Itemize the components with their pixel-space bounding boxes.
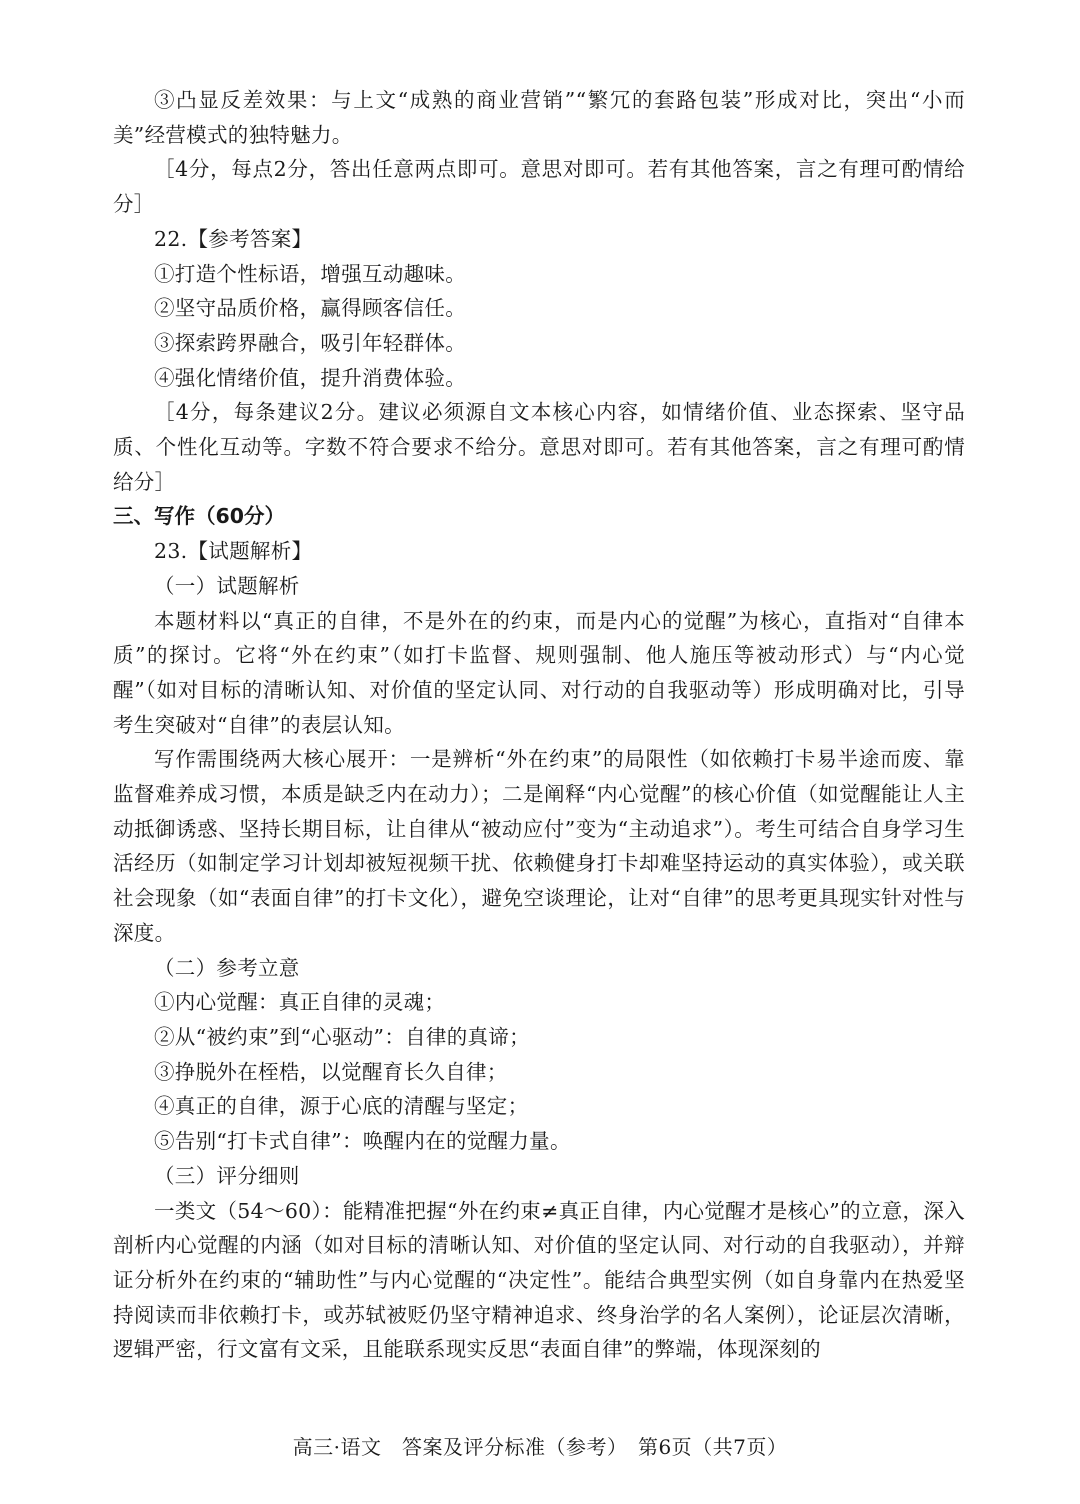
reference-idea-2: ②从“被约束”到“心驱动”：自律的真谛； [154, 1024, 530, 1049]
subheading-scoring-rules: （三）评分细则 [154, 1163, 300, 1188]
reference-idea-1: ①内心觉醒：真正自律的灵魂； [154, 990, 446, 1015]
reference-idea-3: ③挣脱外在桎梏，以觉醒育长久自律； [154, 1059, 508, 1084]
scoring-rule-class-1: 一类文（54～60）：能精准把握“外在约束≠真正自律，内心觉醒才是核心”的立意，深入剖析内心觉醒的内涵（如对目标的清晰认知、对价值的坚定认同、对行动的自我驱动），并辩证分析外在约束的“辅助性”与内心觉醒的“决定性”。能结合典型实例（如自身靠内在热爱坚持阅读而非依赖打卡，或苏轼被贬仍坚守精神追求、终身治学的名人案例），论证层次清晰，逻辑严密，行文富有文采，且能联系现实反思“表面自律”的弊端，体现深刻的 [113, 1198, 965, 1362]
answer-22-item-4: ④强化情绪价值，提升消费体验。 [154, 365, 466, 390]
answer-21-point-3: ③凸显反差效果：与上文“成熟的商业营销”“繁冗的套路包装”形成对比，突出“小而美”经营模式的独特魅力。 [113, 88, 965, 147]
answer-21-scoring: ［4分，每点2分，答出任意两点即可。意思对即可。若有其他答案，言之有理可酌情给分］ [113, 157, 965, 217]
answer-content [113, 83, 965, 1367]
subheading-analysis: （一）试题解析 [154, 573, 300, 598]
analysis-paragraph-2: 写作需围绕两大核心展开：一是辨析“外在约束”的局限性（如依赖打卡易半途而废、靠监督难养成习惯，本质是缺乏内在动力）；二是阐释“内心觉醒”的核心价值（如觉醒能让人主动抵御诱惑、坚持长期目标，让自律从“被动应付”变为“主动追求”）。考生可结合自身学习生活经历（如制定学习计划却被短视频干扰、依赖健身打卡却难坚持运动的真实体验），或关联社会现象（如“表面自律”的打卡文化），避免空谈理论，让对“自律”的思考更具现实针对性与深度。 [113, 747, 965, 945]
analysis-paragraph-1: 本题材料以“真正的自律，不是外在的约束，而是内心的觉醒”为核心，直指对“自律本质”的探讨。它将“外在约束”（如打卡监督、规则强制、他人施压等被动形式）与“内心觉醒”（如对目标的清晰认知、对价值的坚定认同、对行动的自我驱动等）形成明确对比，引导考生突破对“自律”的表层认知。 [113, 608, 965, 737]
reference-idea-5: ⑤告别“打卡式自律”：唤醒内在的觉醒力量。 [154, 1129, 571, 1154]
answer-22-item-1: ①打造个性标语，增强互动趣味。 [154, 261, 466, 286]
answer-22-scoring: ［4分，每条建议2分。建议必须源自文本核心内容，如情绪价值、业态探索、坚守品质、个性化互动等。字数不符合要求不给分。意思对即可。若有其他答案，言之有理可酌情给分］ [113, 400, 965, 494]
page-footer: 高三·语文 答案及评分标准（参考） 第6页（共7页） [292, 1435, 788, 1459]
section-heading-writing: 三、写作（60分） [113, 504, 286, 529]
answer-22-item-3: ③探索跨界融合，吸引年轻群体。 [154, 330, 466, 355]
reference-idea-4: ④真正的自律，源于心底的清醒与坚定； [154, 1094, 529, 1119]
question-23-title: 23.【试题解析】 [154, 539, 313, 564]
subheading-reference-ideas: （二）参考立意 [154, 955, 300, 980]
question-22-title: 22.【参考答案】 [154, 226, 313, 251]
answer-22-item-2: ②坚守品质价格，赢得顾客信任。 [154, 296, 466, 321]
